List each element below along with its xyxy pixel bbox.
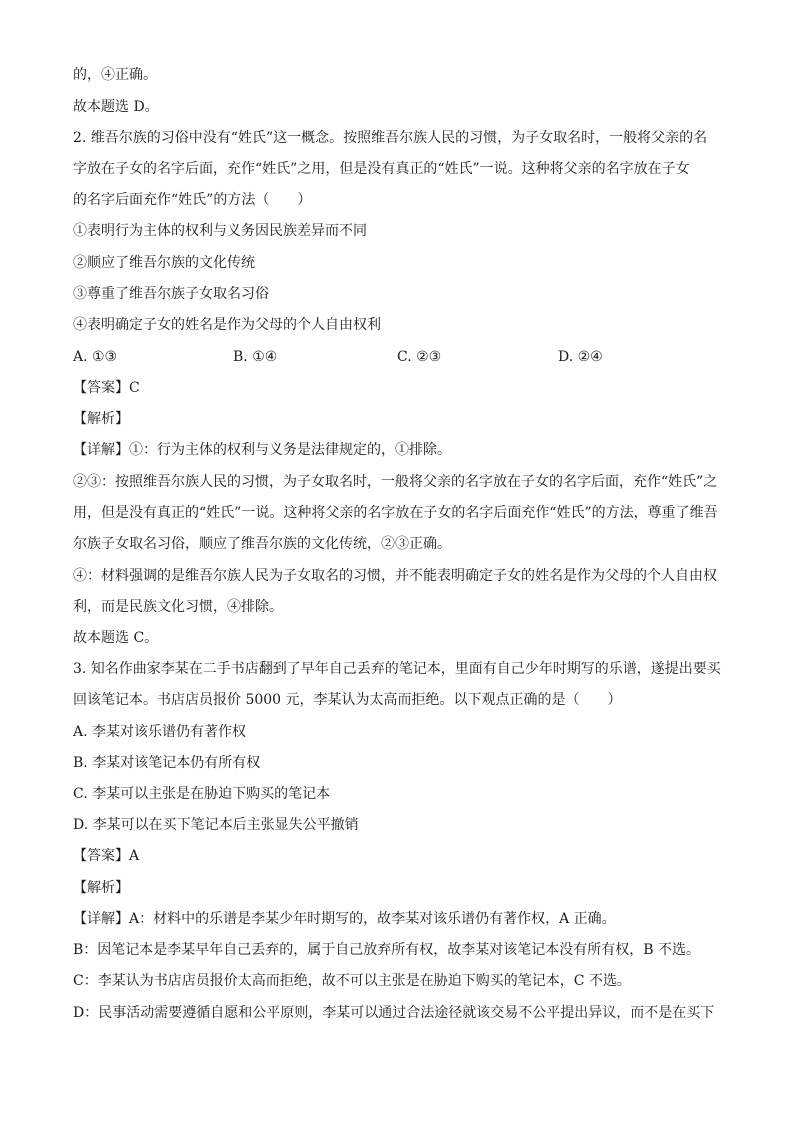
question-3-stem: 回该笔记本。书店店员报价 5000 元，李某认为太高而拒绝。以下观点正确的是（ ）	[73, 692, 622, 708]
option-c: C. ②③	[397, 349, 442, 365]
option-a: A. ①③	[73, 349, 118, 365]
option-d: D. ②④	[558, 349, 603, 365]
option-b: B. 李某对该笔记本仍有所有权	[73, 755, 261, 771]
answer-label: 【答案】C	[73, 380, 140, 396]
explanation-line: D：民事活动需要遵循自愿和公平原则，李某可以通过合法途径就该交易不公平提出异议，而不是在买下	[73, 1005, 715, 1021]
text-line: 故本题选 C。	[73, 630, 159, 646]
explanation-line: C：李某认为书店店员报价太高而拒绝，故不可以主张是在胁迫下购买的笔记本，C 不选。	[73, 973, 631, 989]
explanation-line: 【详解】①：行为主体的权利与义务是法律规定的，①排除。	[73, 442, 451, 458]
analysis-label: 【解析】	[73, 411, 129, 427]
option-d: D. 李某可以在买下笔记本后主张显失公平撤销	[73, 817, 359, 833]
text-line: 的，④正确。	[73, 67, 157, 83]
explanation-line: ②③：按照维吾尔族人民的习惯，为子女取名时，一般将父亲的名字放在子女的名字后面，充作“姓氏”之	[73, 474, 718, 490]
question-2-stem: 的名字后面充作“姓氏”的方法（ ）	[73, 192, 312, 208]
analysis-label: 【解析】	[73, 880, 129, 896]
explanation-line: 利，而是民族文化习惯，④排除。	[73, 599, 283, 615]
statement-2: ②顺应了维吾尔族的文化传统	[73, 255, 255, 271]
option-c: C. 李某可以主张是在胁迫下购买的笔记本	[73, 786, 331, 802]
statement-1: ①表明行为主体的权利与义务因民族差异而不同	[73, 223, 367, 239]
explanation-line: ④：材料强调的是维吾尔族人民为子女取名的习惯，并不能表明确定子女的姓名是作为父母的个人自由权	[73, 568, 717, 584]
option-b: B. ①④	[233, 349, 278, 365]
statement-4: ④表明确定子女的姓名是作为父母的个人自由权利	[73, 317, 381, 333]
explanation-line: 尔族子女取名习俗，顺应了维吾尔族的文化传统，②③正确。	[73, 536, 451, 552]
explanation-line: 【详解】A：材料中的乐谱是李某少年时期写的，故李某对该乐谱仍有著作权，A 正确。	[73, 911, 616, 927]
text-line: 故本题选 D。	[73, 99, 159, 115]
option-a: A. 李某对该乐谱仍有著作权	[73, 724, 247, 740]
question-2-stem: 2. 维吾尔族的习俗中没有“姓氏”这一概念。按照维吾尔族人民的习惯，为子女取名时，一般将父亲的名	[73, 130, 708, 146]
statement-3: ③尊重了维吾尔族子女取名习俗	[73, 286, 269, 302]
explanation-line: B：因笔记本是李某早年自己丢弃的，属于自己放弃所有权，故李某对该笔记本没有所有权，B 不选。	[73, 942, 701, 958]
explanation-line: 用，但是没有真正的“姓氏”一说。这种将父亲的名字放在子女的名字后面充作“姓氏”的方法，尊重了维吾	[73, 505, 718, 521]
question-3-stem: 3. 知名作曲家李某在二手书店翻到了早年自己丢弃的笔记本，里面有自己少年时期写的乐谱，遂提出要买	[73, 661, 721, 677]
question-2-stem: 字放在子女的名字后面，充作“姓氏”之用，但是没有真正的“姓氏”一说。这种将父亲的名字放在子女	[73, 161, 690, 177]
answer-label: 【答案】A	[73, 848, 140, 864]
